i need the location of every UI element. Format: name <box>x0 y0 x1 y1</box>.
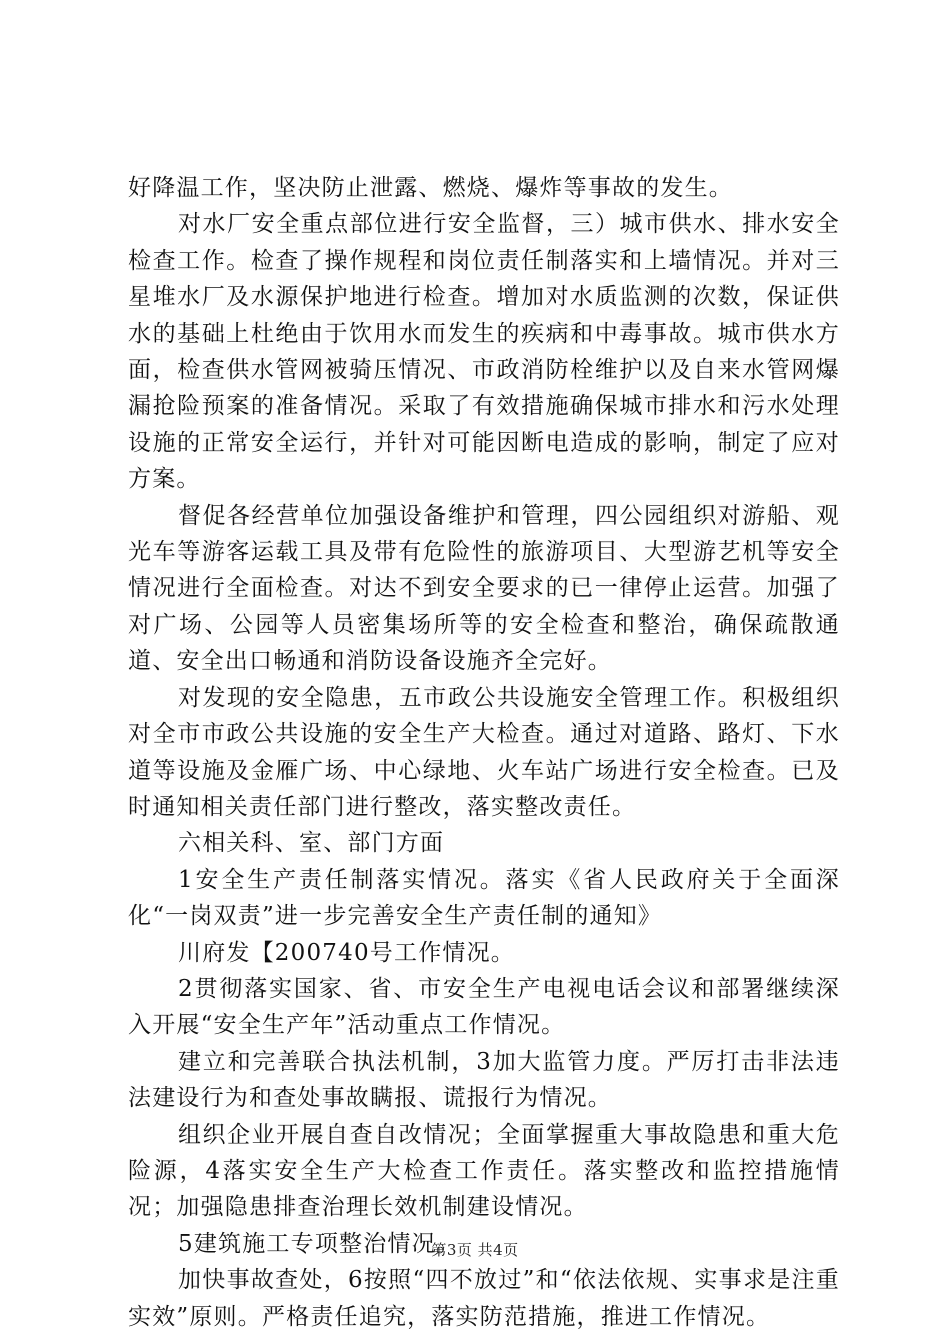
item-4: 组织企业开展自查自改情况；全面掌握重大事故隐患和重大危险源，4落实安全生产大检查工作责任。落实整改和监控措施情况；加强隐患排查治理长效机制建设情况。 <box>128 1121 840 1221</box>
item-6: 加快事故查处，6按照“四不放过”和“依法依规、实事求是注重实效”原则。严格责任追究，落实防范措施，推进工作情况。 <box>128 1267 840 1330</box>
section-heading-6: 六相关科、室、部门方面 <box>178 830 445 857</box>
document-body <box>128 170 840 1335</box>
paragraph-4: 对发现的安全隐患，五市政公共设施安全管理工作。积极组织对全市市政公共设施的安全生产大检查。通过对道路、路灯、下水道等设施及金雁广场、中心绿地、火车站广场进行安全检查。已及时通知相关责任部门进行整改，落实整改责任。 <box>128 684 840 820</box>
item-1-reference: 川府发【200740号工作情况。 <box>178 939 515 966</box>
item-1: 1安全生产责任制落实情况。落实《省人民政府关于全面深化“一岗双责”进一步完善安全生产责任制的通知》 <box>128 866 840 930</box>
paragraph-1: 好降温工作，坚决防止泄露、燃烧、爆炸等事故的发生。 <box>128 175 733 201</box>
item-2: 2贯彻落实国家、省、市安全生产电视电话会议和部署继续深入开展“安全生产年”活动重点工作情况。 <box>128 975 840 1039</box>
item-3: 建立和完善联合执法机制，3加大监管力度。严厉打击非法违法建设行为和查处事故瞒报、谎报行为情况。 <box>128 1048 840 1112</box>
item-5: 5建筑施工专项整治情况。 <box>178 1230 461 1257</box>
paragraph-3: 督促各经营单位加强设备维护和管理，四公园组织对游船、观光车等游客运载工具及带有危险性的旅游项目、大型游艺机等安全情况进行全面检查。对达不到安全要求的已一律停止运营。加强了对广场、公园等人员密集场所等的安全检查和整治，确保疏散通道、安全出口畅通和消防设备设施齐全完好。 <box>128 502 840 675</box>
page-footer: 第3页 共4页 <box>431 1241 519 1259</box>
paragraph-2: 对水厂安全重点部位进行安全监督，三）城市供水、排水安全检查工作。检查了操作规程和岗位责任制落实和上墙情况。并对三星堆水厂及水源保护地进行检查。增加对水质监测的次数，保证供水的基础上杜绝由于饮用水而发生的疾病和中毒事故。城市供水方面，检查供水管网被骑压情况、市政消防栓维护以及自来水管网爆漏抢险预案的准备情况。采取了有效措施确保城市排水和污水处理设施的正常安全运行，并针对可能因断电造成的影响，制定了应对方案。 <box>128 211 840 493</box>
